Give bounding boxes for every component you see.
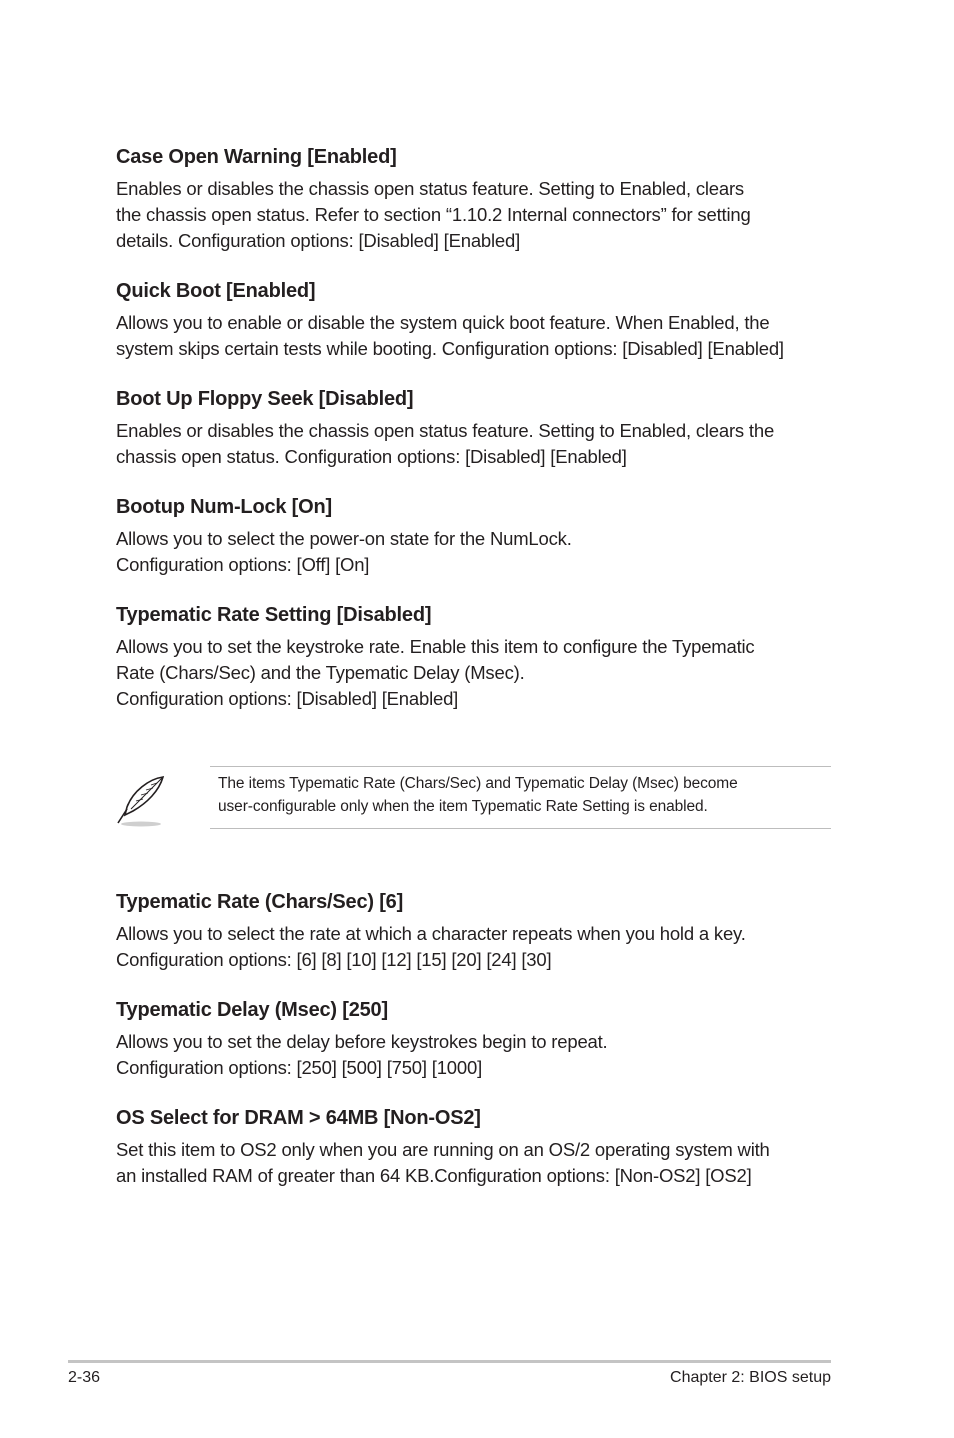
section-body: Allows you to select the power-on state for the NumLock. Configuration options: [Off] [On] xyxy=(116,528,572,575)
feather-pen-icon xyxy=(113,773,169,829)
section-title: Typematic Rate (Chars/Sec) [6] xyxy=(116,891,404,913)
section-body: Allows you to select the rate at which a character repeats when you hold a key. Configuration options: [6] [8] [10] [12] [15] [20] [24] [30] xyxy=(116,923,746,970)
footer-divider xyxy=(68,1360,831,1363)
section-title: Bootup Num-Lock [On] xyxy=(116,496,332,518)
chapter-label: Chapter 2: BIOS setup xyxy=(670,1369,831,1386)
section-bootup-num-lock xyxy=(116,494,836,578)
section-case-open-warning xyxy=(116,144,836,254)
section-title: OS Select for DRAM > 64MB [Non-OS2] xyxy=(116,1107,481,1129)
section-quick-boot xyxy=(116,278,836,362)
section-title: Quick Boot [Enabled] xyxy=(116,280,316,302)
section-title: Typematic Delay (Msec) [250] xyxy=(116,999,388,1021)
section-body: Allows you to set the keystroke rate. Enable this item to configure the Typematic Rate (Chars/Sec) and the Typematic Delay (Msec). Configuration options: [Disabled] [Enabled] xyxy=(116,636,755,709)
page-number: 2-36 xyxy=(68,1369,101,1386)
section-title: Typematic Rate Setting [Disabled] xyxy=(116,604,432,626)
section-typematic-delay xyxy=(116,997,836,1081)
section-os-select-dram xyxy=(116,1105,836,1189)
section-body: Allows you to enable or disable the system quick boot feature. When Enabled, the system skips certain tests while booting. Configuration options: [Disabled] [Enabled] xyxy=(116,312,784,359)
section-body: Enables or disables the chassis open status feature. Setting to Enabled, clears the chassis open status. Refer to section “1.10.2 Internal connectors” for setting details. Configuration options: [Disabled] [Enabled] xyxy=(116,178,751,251)
section-body: Allows you to set the delay before keystrokes begin to repeat. Configuration options: [250] [500] [750] [1000] xyxy=(116,1031,608,1078)
section-title: Case Open Warning [Enabled] xyxy=(116,146,397,168)
section-boot-up-floppy-seek xyxy=(116,386,836,470)
section-title: Boot Up Floppy Seek [Disabled] xyxy=(116,388,414,410)
note-box xyxy=(210,766,831,829)
section-typematic-rate xyxy=(116,889,836,973)
section-body: Enables or disables the chassis open status feature. Setting to Enabled, clears the chassis open status. Configuration options: [Disabled] [Enabled] xyxy=(116,420,775,467)
section-body: Set this item to OS2 only when you are running on an OS/2 operating system with an installed RAM of greater than 64 KB.Configuration options: [Non-OS2] [OS2] xyxy=(116,1139,770,1186)
section-typematic-rate-setting xyxy=(116,602,836,712)
note-text: The items Typematic Rate (Chars/Sec) and Typematic Delay (Msec) become user-configurable only when the item Typematic Rate Setting is enabled. xyxy=(218,775,738,815)
